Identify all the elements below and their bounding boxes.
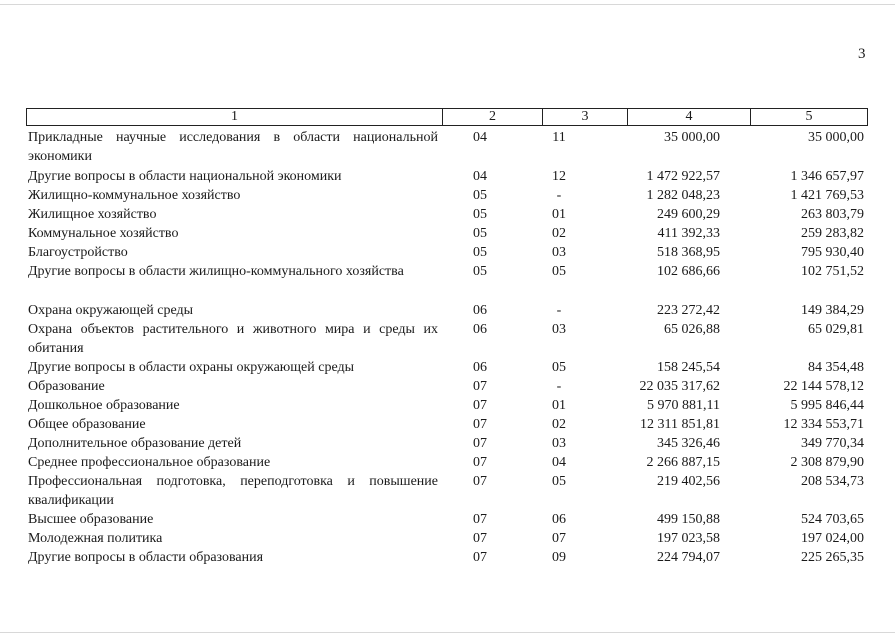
row-amount-col5: 102 751,52 [801,264,864,279]
row-amount-col4: 219 402,56 [657,474,720,489]
row-name: Охрана объектов растительного и животного мира и среды их обитания [28,322,438,356]
row-name: Жилищно-коммунальное хозяйство [28,188,241,203]
row-name: Молодежная политика [28,531,163,546]
row-subsection: 04 [552,455,566,470]
header-col-1: 1 [27,109,443,125]
row-amount-col4: 345 326,46 [657,436,720,451]
row-name: Дополнительное образование детей [28,436,242,451]
row-section: 07 [473,379,487,394]
row-amount-col5: 208 534,73 [801,474,864,489]
row-name: Другие вопросы в области охраны окружающей среды [28,360,354,375]
row-section: 07 [473,417,487,432]
row-subsection: 03 [552,436,566,451]
row-section: 04 [473,130,487,145]
row-name: Охрана окружающей среды [28,303,194,318]
row-section: 06 [473,303,487,318]
row-subsection: 02 [552,226,566,241]
row-amount-col5: 84 354,48 [808,360,864,375]
row-amount-col4: 223 272,42 [657,303,720,318]
row-name: Прикладные научные исследования в области национальной экономики [28,130,438,164]
row-amount-col5: 35 000,00 [808,130,864,145]
row-amount-col4: 102 686,66 [657,264,720,279]
row-amount-col5: 795 930,40 [801,245,864,260]
row-section: 05 [473,245,487,260]
row-amount-col4: 65 026,88 [664,322,720,337]
row-name: Образование [28,379,105,394]
row-name: Другие вопросы в области жилищно-коммунального хозяйства [28,264,404,279]
row-subsection: 02 [552,417,566,432]
scan-edge-top [0,4,895,5]
row-amount-col5: 259 283,82 [801,226,864,241]
page-number: 3 [858,46,866,62]
row-section: 05 [473,226,487,241]
row-section: 05 [473,264,487,279]
row-amount-col4: 5 970 881,11 [647,398,720,413]
row-subsection: 12 [552,169,566,184]
row-name: Среднее профессиональное образование [28,455,271,470]
row-amount-col5: 22 144 578,12 [783,379,864,394]
row-amount-col4: 12 311 851,81 [640,417,720,432]
row-subsection: 03 [552,245,566,260]
row-amount-col4: 2 266 887,15 [646,455,720,470]
row-amount-col4: 249 600,29 [657,207,720,222]
row-subsection: - [556,303,562,318]
row-subsection: 03 [552,322,566,337]
row-subsection: 07 [552,531,566,546]
row-amount-col4: 197 023,58 [657,531,720,546]
row-subsection: 01 [552,398,566,413]
row-name: Другие вопросы в области национальной экономики [28,169,342,184]
row-section: 07 [473,550,487,565]
row-amount-col5: 1 346 657,97 [790,169,864,184]
row-amount-col5: 149 384,29 [801,303,864,318]
row-name: Профессиональная подготовка, переподготовка и повышение квалификации [28,474,438,508]
row-subsection: 09 [552,550,566,565]
row-amount-col4: 1 282 048,23 [646,188,720,203]
row-subsection: 05 [552,474,566,489]
row-section: 05 [473,207,487,222]
header-col-4: 4 [628,109,751,125]
row-amount-col5: 349 770,34 [801,436,864,451]
row-amount-col5: 524 703,65 [801,512,864,527]
row-amount-col5: 2 308 879,90 [790,455,864,470]
row-amount-col4: 224 794,07 [657,550,720,565]
row-subsection: - [556,379,562,394]
row-amount-col5: 65 029,81 [808,322,864,337]
row-amount-col5: 1 421 769,53 [790,188,864,203]
row-section: 07 [473,512,487,527]
row-amount-col4: 518 368,95 [657,245,720,260]
row-amount-col5: 225 265,35 [801,550,864,565]
row-amount-col5: 12 334 553,71 [783,417,864,432]
row-section: 04 [473,169,487,184]
row-amount-col4: 499 150,88 [657,512,720,527]
row-subsection: 01 [552,207,566,222]
row-name: Жилищное хозяйство [28,207,157,222]
row-subsection: 05 [552,264,566,279]
row-section: 07 [473,398,487,413]
row-section: 05 [473,188,487,203]
row-amount-col4: 22 035 317,62 [639,379,720,394]
row-amount-col5: 5 995 846,44 [790,398,864,413]
row-subsection: - [556,188,562,203]
row-section: 07 [473,531,487,546]
row-name: Общее образование [28,417,146,432]
row-section: 06 [473,322,487,337]
row-subsection: 05 [552,360,566,375]
scan-edge-bottom [0,632,895,633]
header-col-3: 3 [543,109,628,125]
row-amount-col4: 35 000,00 [664,130,720,145]
table-header [26,108,868,126]
header-col-5: 5 [805,109,813,124]
row-subsection: 11 [552,130,566,145]
header-col-2: 2 [443,109,543,125]
row-amount-col4: 411 392,33 [657,226,720,241]
row-amount-col5: 263 803,79 [801,207,864,222]
row-name: Коммунальное хозяйство [28,226,179,241]
row-amount-col5: 197 024,00 [801,531,864,546]
row-name: Благоустройство [28,245,128,260]
row-subsection: 06 [552,512,566,527]
row-section: 07 [473,474,487,489]
row-section: 07 [473,436,487,451]
row-amount-col4: 1 472 922,57 [646,169,720,184]
row-name: Другие вопросы в области образования [28,550,264,565]
row-amount-col4: 158 245,54 [657,360,720,375]
row-section: 06 [473,360,487,375]
row-section: 07 [473,455,487,470]
row-name: Высшее образование [28,512,154,527]
row-name: Дошкольное образование [28,398,180,413]
